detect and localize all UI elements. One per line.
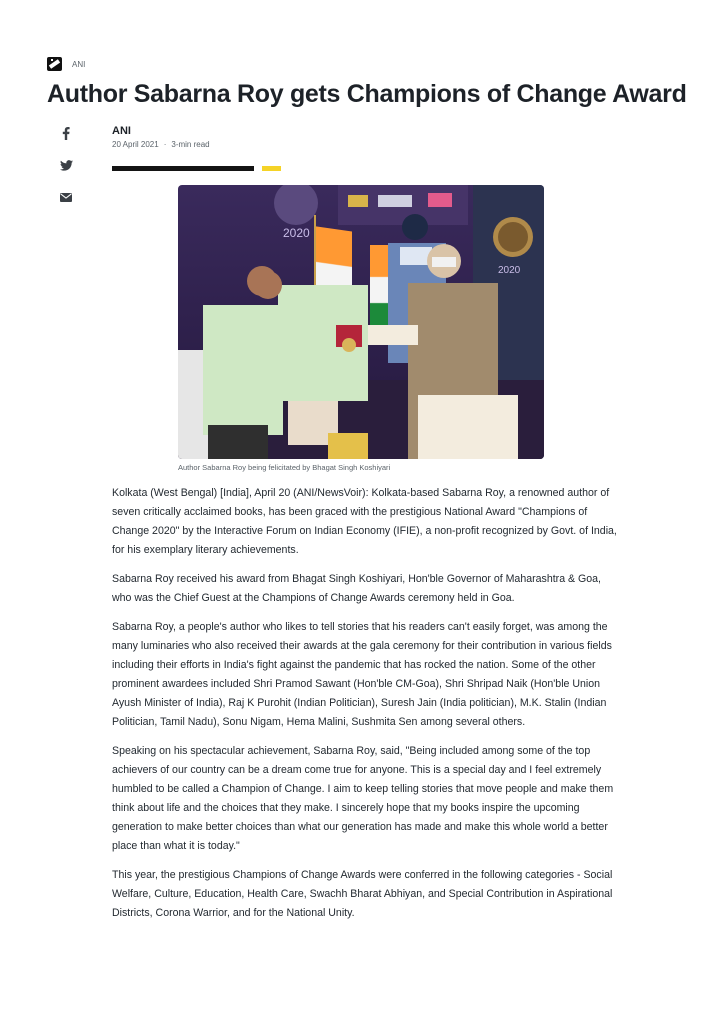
twitter-icon: [60, 160, 73, 171]
mail-share-button[interactable]: [58, 189, 74, 205]
headline: Author Sabarna Roy gets Champions of Change Award: [47, 80, 687, 108]
award-ceremony-photo: [178, 185, 544, 459]
facebook-icon: [62, 127, 70, 140]
article-body: [112, 484, 618, 933]
byline-rule-accent: [262, 166, 281, 171]
twitter-share-button[interactable]: [58, 157, 74, 173]
ani-logo-icon: [47, 57, 62, 71]
mail-icon: [60, 193, 72, 202]
byline-meta: [112, 140, 210, 149]
meta-separator: ·: [163, 140, 167, 149]
backdrop-year: 2020: [283, 226, 310, 240]
source-name[interactable]: ANI: [72, 59, 86, 69]
paragraph: Sabarna Roy, a people's author who likes to tell stories that his readers can't easily forget, was among the many luminaries who also received their awards at the gala ceremony for their contribution in various fields including their efforts in India's fight against the pandemic that has rocked the nation. Some of the other prominent awardees included Shri Pramod Sawant (Hon'ble CM-Goa), Shri Shripad Naik (Hon'ble Union Ayush Minister of India), Raj K Purohit (Indian Politician), Suresh Jain (India politician), M.K. Stalin (Indian Politician, Tamil Nadu), Sonu Nigam, Hema Malini, Sushmita Sen among several others.: [112, 621, 612, 728]
backdrop-year-right: 2020: [498, 265, 521, 276]
facebook-share-button[interactable]: [58, 125, 74, 141]
paragraph: This year, the prestigious Champions of Change Awards were conferred in the following categories - Social Welfare, Culture, Education, Health Care, Swachh Bharat Abhiyan, and Special Contribution in Aspirational Districts, Corona Warrior, and for the National Unity.: [112, 869, 613, 919]
byline-author[interactable]: ANI: [112, 125, 131, 137]
byline-rule: [112, 166, 254, 171]
read-time: 3-min read: [171, 140, 210, 149]
article-image[interactable]: [178, 185, 544, 459]
paragraph: Sabarna Roy received his award from Bhagat Singh Koshiyari, Hon'ble Governor of Maharashtra & Goa, who was the Chief Guest at the Champions of Change Awards ceremony held in Goa.: [112, 573, 601, 604]
image-caption: Author Sabarna Roy being felicitated by Bhagat Singh Koshiyari: [178, 463, 391, 472]
publish-date: 20 April 2021: [112, 140, 159, 149]
paragraph: Speaking on his spectacular achievement, Sabarna Roy, said, "Being included among some of the top achievers of our country can be a dream come true for anyone. This is a special day and I feel extremely humbled to be called a Champion of Change. I aim to keep telling stories that move people and make them think about life and the choices that they make. I sincerely hope that my books inspire the upcoming generation to make better choices than what our generation has made and make this whole world a better place than what it is today.": [112, 745, 614, 852]
paragraph: Kolkata (West Bengal) [India], April 20 (ANI/NewsVoir): Kolkata-based Sabarna Roy, a renowned author of seven critically acclaimed books, has been graced with the prestigious National Award "Champions of Change 2020" by the Interactive Forum on Indian Economy (IFIE), a non-profit recognized by Govt. of India, for his exemplary literary achievements.: [112, 487, 617, 556]
source-row[interactable]: [47, 57, 85, 71]
